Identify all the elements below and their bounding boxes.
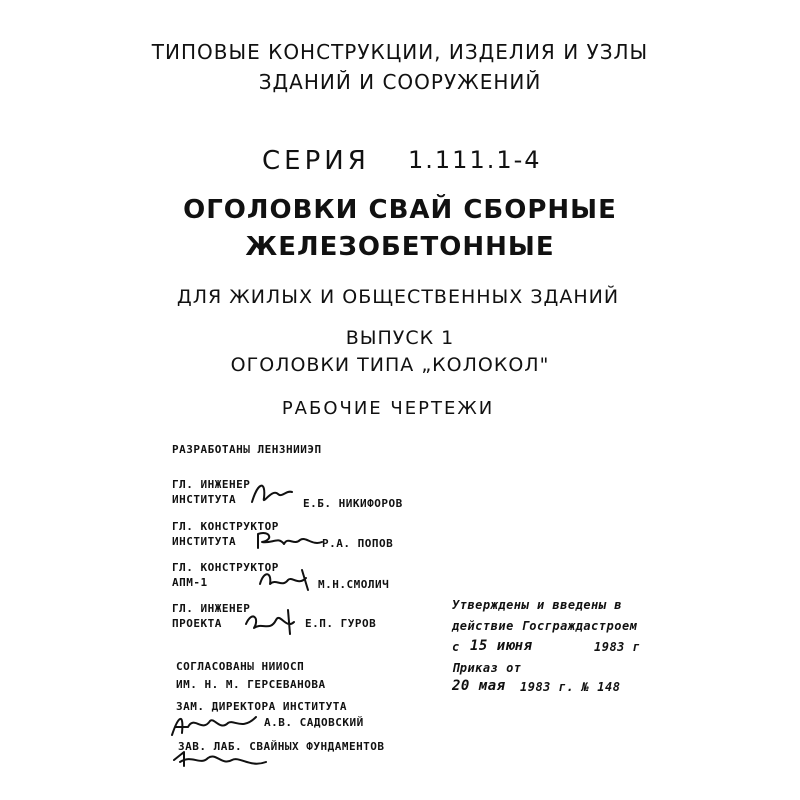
header-line-1: ТИПОВЫЕ КОНСТРУКЦИИ, ИЗДЕЛИЯ И УЗЛЫ: [151, 40, 649, 64]
title-line-2: ЖЕЛЕЗОБЕТОННЫЕ: [245, 232, 555, 262]
deputy-name: А.В. САДОВСКИЙ: [264, 716, 364, 729]
signature-image: [248, 478, 298, 508]
signatory-role: ГЛ. КОНСТРУКТОР: [172, 520, 279, 533]
agreed-line-2: ИМ. Н. М. ГЕРСЕВАНОВА: [176, 678, 326, 691]
signature-image: [168, 707, 260, 741]
signature-image: [240, 604, 306, 638]
signature-image: [254, 528, 326, 554]
signatory-role: ГЛ. ИНЖЕНЕР: [172, 602, 251, 615]
signature-image: [170, 744, 280, 772]
signatory-role: ИНСТИТУТА: [172, 493, 237, 506]
developer-line: РАЗРАБОТАНЫ ЛЕНЗНИИЭП: [172, 443, 322, 456]
title-line-1: ОГОЛОВКИ СВАЙ СБОРНЫЕ: [183, 195, 617, 225]
approval-line-2: действие Госграждастроем: [452, 619, 638, 633]
deputy-role: ЗАМ. ДИРЕКТОРА ИНСТИТУТА: [176, 700, 347, 713]
signatory-name: Р.А. ПОПОВ: [322, 537, 394, 550]
approval-year: 1983 г: [594, 640, 641, 654]
working-drawings: РАБОЧИЕ ЧЕРТЕЖИ: [281, 398, 495, 419]
series-label: СЕРИЯ: [262, 146, 370, 176]
signatory-name: Е.П. ГУРОВ: [305, 617, 377, 630]
approval-line-1: Утверждены и введены в: [452, 598, 622, 612]
signatory-role: ГЛ. ИНЖЕНЕР: [172, 478, 251, 491]
issue-label: ВЫПУСК 1: [345, 327, 455, 349]
signatory-name: Е.Б. НИКИФОРОВ: [303, 497, 403, 510]
approval-date-prefix: с: [452, 640, 460, 654]
signatory-name: М.Н.СМОЛИЧ: [318, 578, 390, 591]
order-number: 1983 г. № 148: [520, 680, 621, 694]
order-label: Приказ от: [452, 661, 522, 675]
signature-image: [256, 566, 320, 594]
signatory-role: ПРОЕКТА: [172, 617, 222, 630]
series-number: 1.111.1-4: [408, 146, 542, 174]
signatory-role: ИНСТИТУТА: [172, 535, 237, 548]
header-line-2: ЗДАНИЙ И СООРУЖЕНИЙ: [258, 70, 542, 94]
issue-type: ОГОЛОВКИ ТИПА „КОЛОКОЛ": [230, 354, 550, 376]
subtitle: ДЛЯ ЖИЛЫХ И ОБЩЕСТВЕННЫХ ЗДАНИЙ: [176, 286, 620, 308]
agreed-line-1: СОГЛАСОВАНЫ НИИОСП: [176, 660, 305, 673]
order-date: 20 мая: [452, 678, 506, 694]
signatory-role: АПМ-1: [172, 576, 208, 589]
lab-head-role: ЗАВ. ЛАБ. СВАЙНЫХ ФУНДАМЕНТОВ: [178, 740, 385, 753]
approval-date: 15 июня: [470, 638, 533, 654]
signatory-role: ГЛ. КОНСТРУКТОР: [172, 561, 279, 574]
